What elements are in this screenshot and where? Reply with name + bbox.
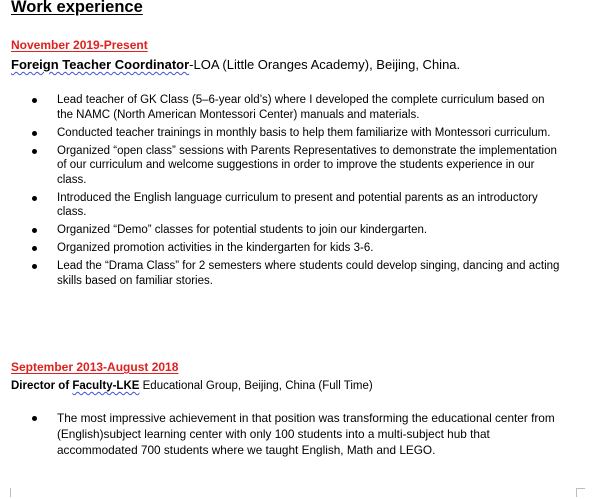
list-item	[0, 259, 560, 288]
page-margin-mark	[576, 488, 577, 497]
bullet-text: Conducted teacher trainings in monthly basis to help them familiarize with Montessori curriculum.	[57, 126, 551, 139]
page-margin-mark	[10, 488, 11, 497]
job2-date: September 2013-August 2018	[11, 360, 179, 374]
section-heading: Work experience	[11, 0, 143, 16]
bullet-icon	[32, 228, 37, 233]
bullet-text: Organized “open class” sessions with Parents Representatives to demonstrate the implementation of our curriculum and welcome suggestions in order to improve the students experience in our class.	[57, 144, 557, 186]
bullet-icon	[32, 98, 37, 103]
page-margin-mark	[576, 488, 585, 489]
job2-employer: Educational Group, Beijing, China (Full Time)	[139, 380, 373, 392]
job1-date: November 2019-Present	[11, 38, 148, 52]
bullet-text: The most impressive achievement in that position was transforming the educational center from (English)subject learning center with only 100 students into a multi-subject hub that accommodated 700 students where we taught English, Math and LEGO.	[57, 411, 555, 457]
bullet-text: Organized “Demo” classes for potential students to join our kindergarten.	[57, 224, 428, 236]
list-item	[0, 241, 560, 256]
job2-title	[11, 380, 373, 392]
bullet-text: Lead teacher of GK Class (5–6-year old’s) where I developed the complete curriculum based on the NAMC (North American Montessori Center) manuals and materials.	[57, 94, 545, 121]
bullet-text: Organized promotion activities in the kindergarten for kids 3-6.	[57, 242, 374, 254]
bullet-icon	[32, 246, 37, 251]
bullet-text: Introduced the English language curriculum to present and potential parents as an introductory class.	[57, 191, 538, 218]
list-item	[0, 93, 560, 122]
bullet-icon	[32, 149, 37, 154]
bullet-icon	[32, 416, 37, 421]
list-item	[0, 144, 560, 188]
job2-role: Faculty-LKE	[72, 380, 140, 392]
job2-bullet-list	[0, 410, 560, 462]
job1-bullet-list	[0, 93, 560, 292]
job1-employer: -LOA (Little Oranges Academy), Beijing, China.	[189, 57, 461, 72]
bullet-icon	[32, 264, 37, 269]
job2-role-prefix: Director of	[11, 380, 73, 392]
list-item	[0, 126, 560, 141]
bullet-icon	[32, 196, 37, 201]
bullet-text: Lead the “Drama Class” for 2 semesters where students could develop singing, dancing and acting skills based on familiar stories.	[57, 260, 560, 287]
bullet-icon	[32, 131, 37, 136]
list-item	[0, 191, 560, 220]
list-item	[0, 223, 560, 238]
list-item	[0, 410, 560, 458]
job1-role: Foreign Teacher Coordinator	[11, 57, 190, 72]
job1-title	[11, 57, 460, 72]
